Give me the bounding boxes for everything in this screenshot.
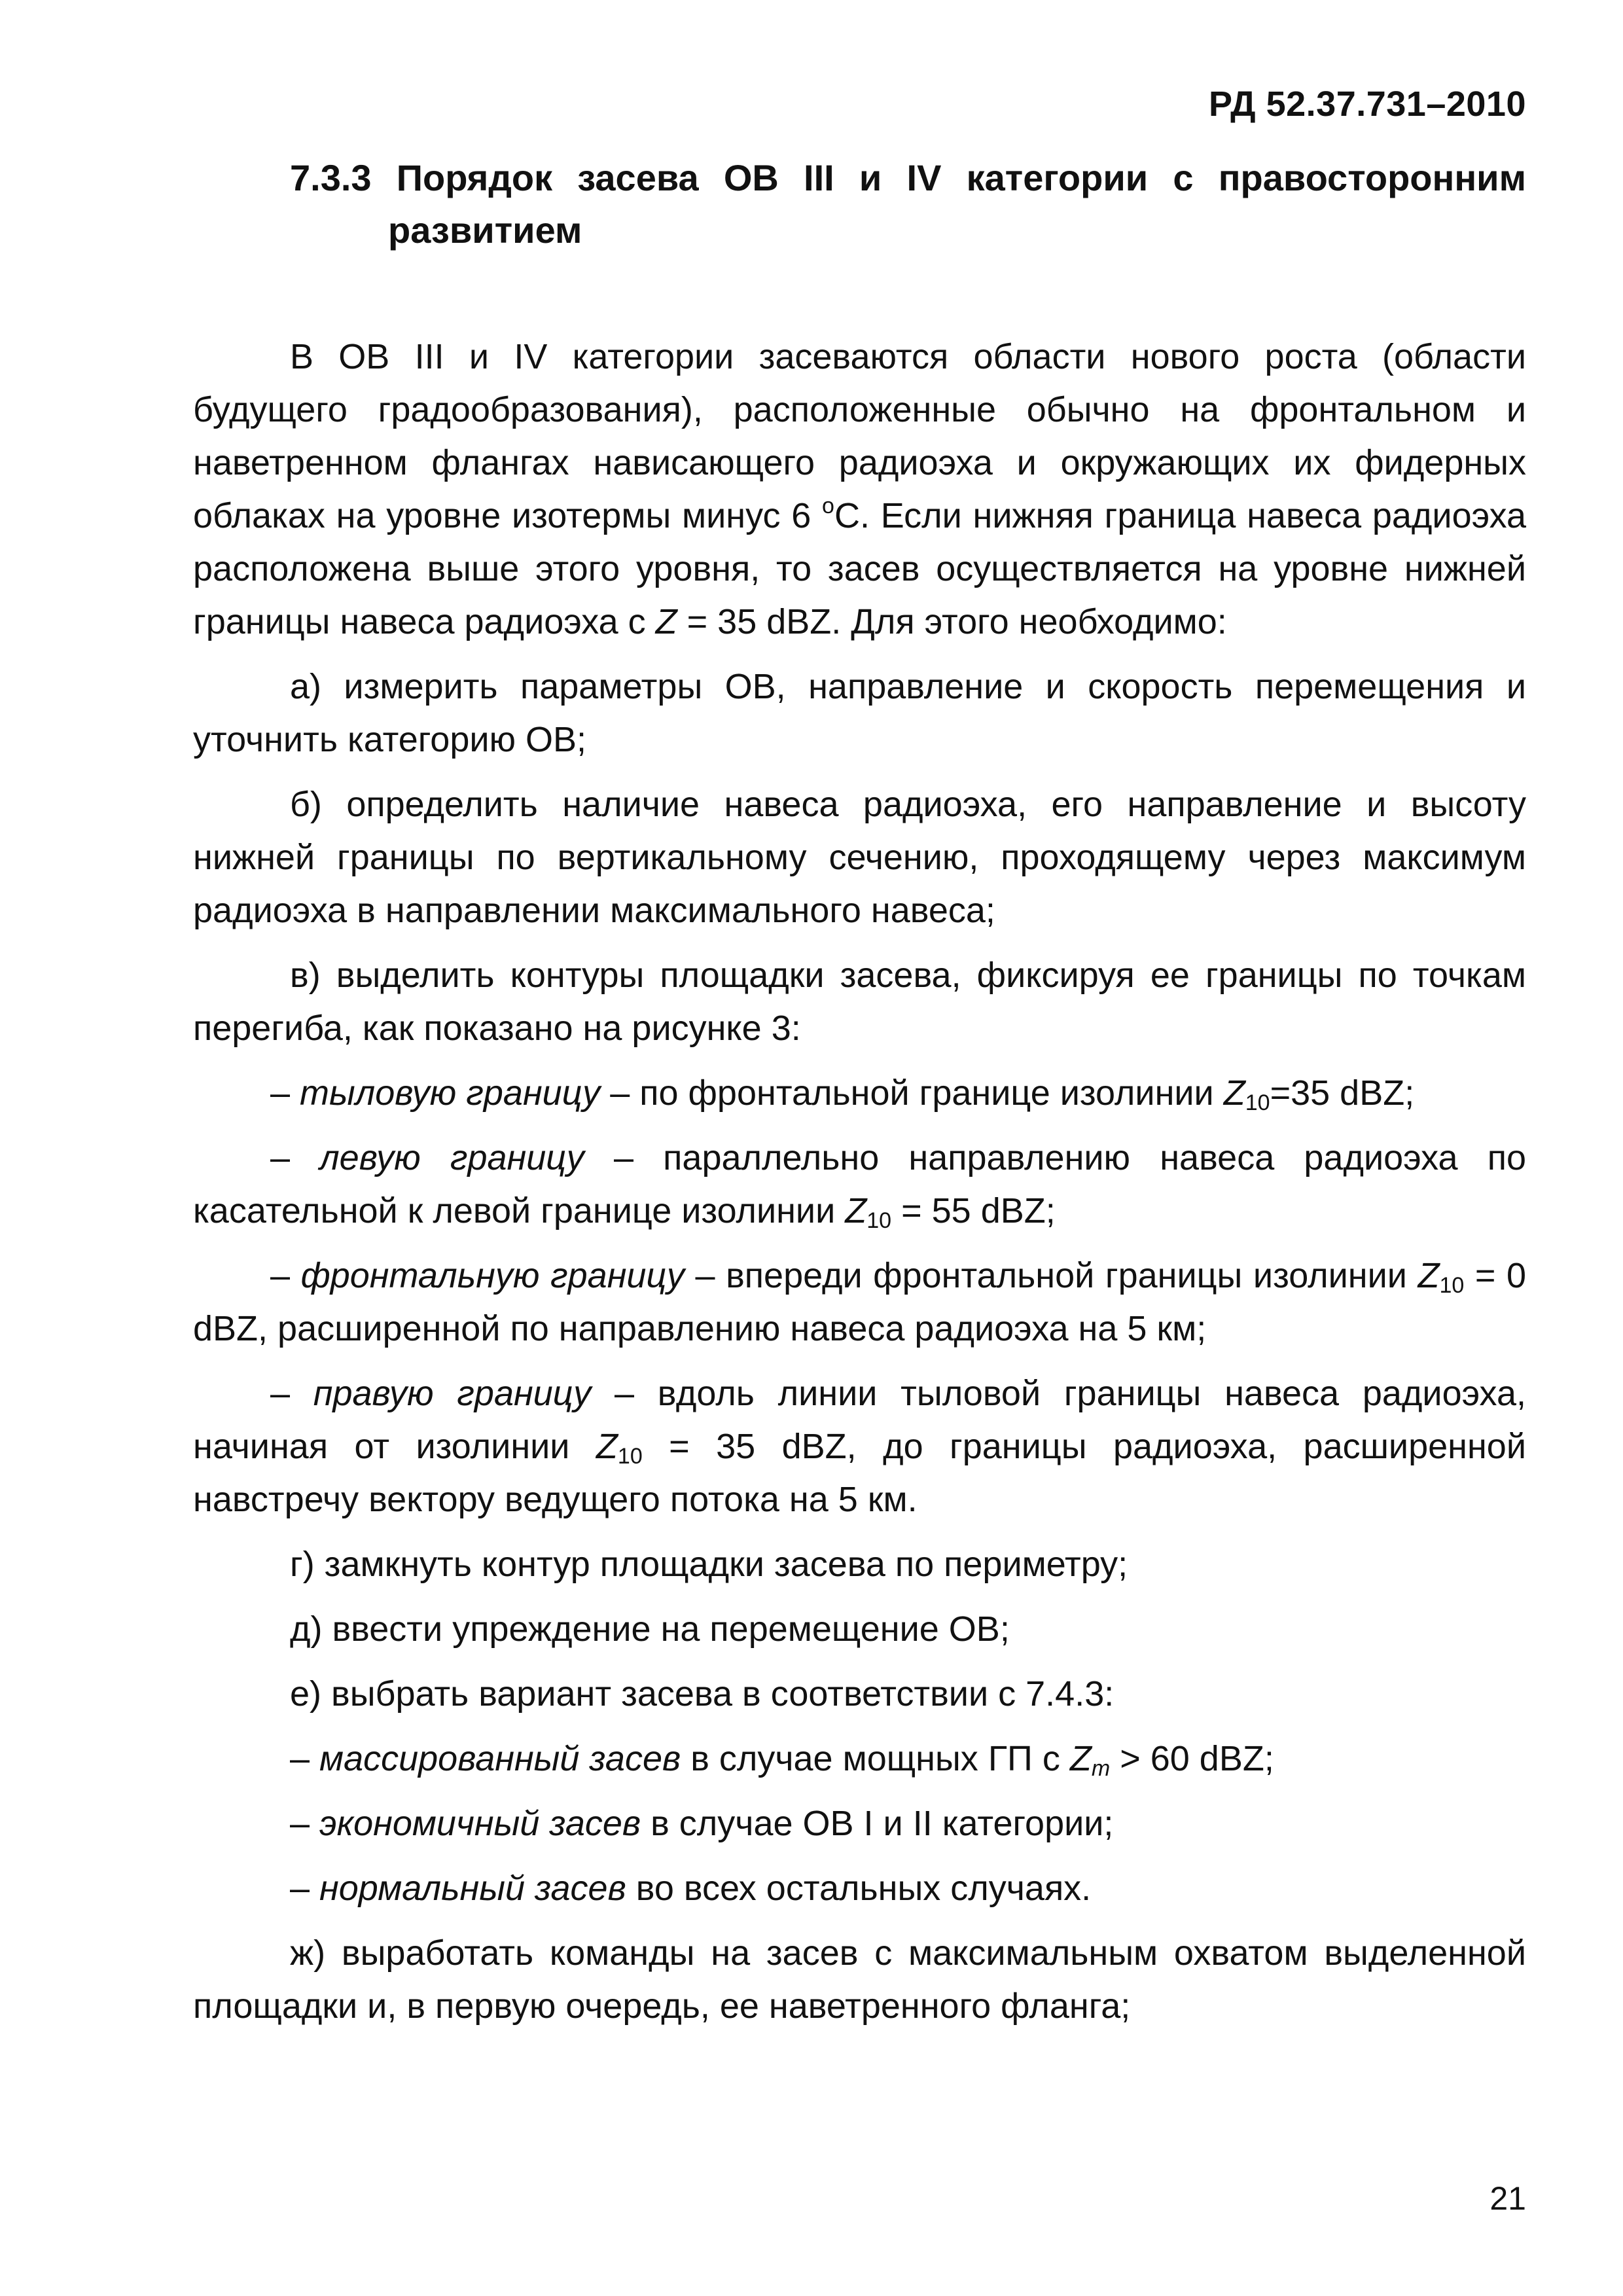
- section-title-line-2: развитием: [388, 209, 582, 251]
- step-d: г) замкнуть контур площадки засева по периметру;: [290, 1545, 1128, 1584]
- step-e: д) ввести упреждение на перемещение ОВ;: [290, 1609, 1010, 1649]
- step-c: в) выделить контуры площадки засева, фиксируя ее границы по точкам перегиба, как показано на рисунке 3:: [193, 956, 1526, 1048]
- page-number: 21: [1489, 2180, 1526, 2217]
- bound-left: – левую границу – параллельно направлению навеса радиоэха по касательной к левой границе изолинии $Z_{10} = 55$ dBZ;: [193, 1138, 1526, 1233]
- variant-massive: – массированный засев в случае мощных ГП с $Z_m > 60$ dBZ;: [290, 1739, 1274, 1781]
- bound-right: – правую границу – вдоль линии тыловой границы навеса радиоэха, начиная от изолинии $Z_{10} = 35$ dBZ, до границы радиоэха, расширенной навстречу вектору ведущего потока на 5 км.: [193, 1374, 1526, 1519]
- step-f: е) выбрать вариант засева в соответствии с 7.4.3:: [290, 1674, 1115, 1713]
- step-g: ж) выработать команды на засев с максимальным охватом выделенной площадки и, в первую очередь, ее наветренного фланга;: [193, 1933, 1526, 2026]
- document-code: РД 52.37.731–2010: [1209, 84, 1526, 124]
- variant-economic: – экономичный засев в случае ОВ I и II категории;: [290, 1804, 1114, 1843]
- intro-paragraph: В ОВ III и IV категории засеваются области нового роста (области будущего градообразования), расположенные обычно на фронтальном и наветренном флангах нависающего радиоэха и окружающих их фидерных облаках на уровне изотермы минус 6 $^о$С. Если нижняя граница навеса радиоэха расположена выше этого уровня, то засев осуществляется на уровне нижней границы навеса радиоэха с Z = 35 dBZ. Для этого необходимо:: [193, 337, 1526, 641]
- section-title: [290, 152, 1526, 257]
- variant-normal: – нормальный засев во всех остальных случаях.: [290, 1869, 1092, 1908]
- bound-rear: – тыловую границу – по фронтальной границе изолинии $Z_{10}=35$ dBZ;: [270, 1073, 1415, 1115]
- document-body: [193, 331, 1526, 2033]
- step-b: б) определить наличие навеса радиоэха, его направление и высоту нижней границы по вертикальному сечению, проходящему через максимум радиоэха в направлении максимального навеса;: [193, 785, 1526, 930]
- section-title-line-1: 7.3.3 Порядок засева ОВ III и IV категории с правосторонним: [290, 157, 1526, 198]
- degree-sign: о: [822, 493, 834, 518]
- step-a: а) измерить параметры ОВ, направление и скорость перемещения и уточнить категорию ОВ;: [193, 667, 1526, 759]
- bound-front: – фронтальную границу – впереди фронтальной границы изолинии $Z_{10} = 0$ dBZ, расширенной по направлению навеса радиоэха на 5 км;: [193, 1256, 1526, 1348]
